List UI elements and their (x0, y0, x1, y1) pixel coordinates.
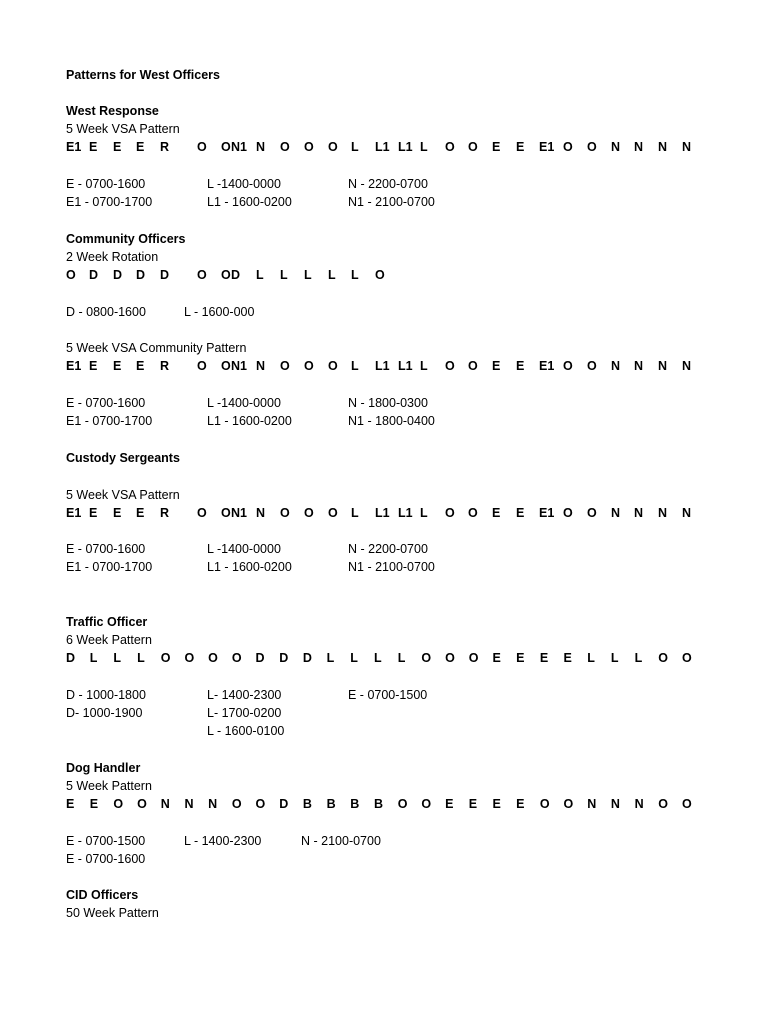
pattern-cell: O (280, 140, 290, 154)
pattern-cell: D (231, 268, 241, 282)
shift-key: E1 - 0700-1700 (66, 414, 153, 428)
pattern-cell: E (492, 651, 501, 665)
pattern-cell: O (468, 359, 478, 373)
pattern-cell: L (397, 651, 406, 665)
shift-key: N - 2200-0700 (348, 542, 428, 556)
pattern-cell: R (160, 359, 170, 373)
shift-key: E - 0700-1500 (66, 834, 146, 848)
pattern-cell: E (89, 140, 98, 154)
pattern-cell: L (351, 268, 359, 282)
pattern-cell: L (304, 268, 312, 282)
pattern-cell: B (302, 797, 312, 811)
custody-heading: Custody Sergeants (66, 451, 180, 465)
pattern-cell: L (256, 268, 264, 282)
west-response-heading: West Response (66, 104, 159, 118)
pattern-cell: L (420, 506, 428, 520)
shift-key: N1 - 2100-0700 (348, 195, 435, 209)
pattern-cell: L (326, 651, 335, 665)
pattern-cell: O (397, 797, 408, 811)
pattern-cell: O (563, 140, 573, 154)
shift-key: E - 0700-1600 (66, 852, 146, 866)
shift-key: E - 0700-1600 (66, 542, 146, 556)
pattern-cell: E1 (66, 359, 82, 373)
pattern-cell: N (611, 506, 621, 520)
shift-key: N1 - 2100-0700 (348, 560, 435, 574)
pattern-cell: E (113, 506, 122, 520)
community-rotation-key-d: D - 0800-1600 (66, 305, 146, 319)
pattern-cell: E (492, 359, 501, 373)
pattern-cell: E (492, 140, 501, 154)
traffic-pattern-label: 6 Week Pattern (66, 633, 152, 647)
pattern-cell: E1 (539, 506, 555, 520)
pattern-cell: D (89, 268, 99, 282)
pattern-cell: L (137, 651, 145, 665)
pattern-cell: O (468, 506, 478, 520)
pattern-cell: O (280, 359, 290, 373)
pattern-cell: O (197, 506, 207, 520)
pattern-cell: O (113, 797, 124, 811)
pattern-cell: L (587, 651, 595, 665)
pattern-cell: N (658, 506, 668, 520)
shift-key: L1 - 1600-0200 (207, 195, 292, 209)
pattern-cell: E (66, 797, 75, 811)
pattern-cell: O (587, 506, 597, 520)
pattern-cell: O (445, 506, 455, 520)
pattern-cell: E (136, 506, 145, 520)
pattern-cell: B (326, 797, 336, 811)
pattern-cell: O (221, 359, 231, 373)
pattern-cell: N (256, 140, 266, 154)
community-vsa-label: 5 Week VSA Community Pattern (66, 341, 247, 355)
pattern-cell: D (255, 651, 265, 665)
pattern-cell: E (516, 797, 525, 811)
shift-key: L1 - 1600-0200 (207, 560, 292, 574)
pattern-cell: L1 (398, 140, 413, 154)
pattern-cell: E1 (539, 359, 555, 373)
shift-key: L1 - 1600-0200 (207, 414, 292, 428)
dog-heading: Dog Handler (66, 761, 141, 775)
pattern-cell: L (351, 359, 359, 373)
pattern-cell: N (658, 140, 668, 154)
pattern-cell: L (634, 651, 643, 665)
pattern-cell: O (221, 140, 231, 154)
pattern-cell: O (304, 140, 314, 154)
shift-key: L -1400-0000 (207, 542, 281, 556)
pattern-cell: L (328, 268, 336, 282)
pattern-cell: N (256, 359, 266, 373)
pattern-cell: N (658, 359, 668, 373)
community-heading: Community Officers (66, 232, 186, 246)
pattern-cell: O (421, 797, 432, 811)
pattern-cell: E (136, 140, 145, 154)
pattern-cell: O (421, 651, 432, 665)
pattern-cell: O (137, 797, 147, 811)
pattern-cell: L1 (398, 359, 413, 373)
pattern-cell: D (66, 651, 76, 665)
pattern-cell: O (160, 651, 171, 665)
pattern-cell: N1 (231, 506, 247, 520)
cid-pattern-label: 50 Week Pattern (66, 906, 159, 920)
pattern-cell: O (197, 268, 207, 282)
shift-key: E1 - 0700-1700 (66, 195, 153, 209)
pattern-cell: O (445, 359, 455, 373)
pattern-cell: O (280, 506, 290, 520)
pattern-cell: O (587, 359, 597, 373)
shift-key: E1 - 0700-1700 (66, 560, 153, 574)
pattern-cell: O (231, 651, 242, 665)
pattern-cell: O (563, 359, 573, 373)
pattern-cell: E (563, 651, 572, 665)
pattern-cell: O (221, 268, 231, 282)
pattern-cell: O (658, 651, 669, 665)
pattern-cell: E (516, 359, 525, 373)
pattern-cell: L (351, 140, 359, 154)
pattern-cell: L1 (375, 359, 390, 373)
pattern-cell: E (516, 140, 525, 154)
pattern-cell: O (682, 797, 692, 811)
pattern-cell: E (468, 797, 478, 811)
pattern-cell: E (445, 797, 454, 811)
pattern-cell: L (374, 651, 382, 665)
pattern-cell: O (563, 797, 574, 811)
pattern-cell: N (587, 797, 597, 811)
pattern-cell: E (89, 359, 98, 373)
pattern-cell: O (328, 140, 338, 154)
pattern-cell: E (113, 140, 122, 154)
pattern-cell: L1 (375, 506, 390, 520)
pattern-cell: N (184, 797, 194, 811)
pattern-cell: E (516, 651, 525, 665)
pattern-cell: E (89, 797, 99, 811)
pattern-cell: N (682, 140, 692, 154)
pattern-cell: B (350, 797, 360, 811)
pattern-cell: O (328, 359, 338, 373)
pattern-cell: L (351, 506, 359, 520)
pattern-cell: N (256, 506, 266, 520)
shift-key: D - 1000-1800 (66, 688, 146, 702)
shift-key: L - 1400-2300 (184, 834, 262, 848)
pattern-cell: N (208, 797, 218, 811)
dog-pattern-label: 5 Week Pattern (66, 779, 152, 793)
custody-pattern-label: 5 Week VSA Pattern (66, 488, 180, 502)
pattern-cell: E (113, 359, 122, 373)
pattern-cell: L1 (398, 506, 413, 520)
pattern-cell: L (420, 359, 428, 373)
pattern-cell: O (304, 359, 314, 373)
pattern-cell: N (634, 797, 644, 811)
pattern-cell: L (280, 268, 288, 282)
traffic-heading: Traffic Officer (66, 615, 148, 629)
pattern-cell: O (682, 651, 692, 665)
pattern-cell: O (197, 140, 207, 154)
pattern-cell: O (375, 268, 385, 282)
pattern-cell: E1 (539, 140, 555, 154)
community-rotation-label: 2 Week Rotation (66, 250, 159, 264)
pattern-cell: N (634, 140, 644, 154)
pattern-cell: L1 (375, 140, 390, 154)
pattern-cell: N1 (231, 140, 247, 154)
pattern-cell: O (468, 140, 478, 154)
pattern-cell: N (610, 797, 620, 811)
pattern-cell: R (160, 506, 170, 520)
shift-key: L- 1700-0200 (207, 706, 282, 720)
pattern-cell: N (611, 359, 621, 373)
pattern-cell: N (634, 359, 644, 373)
shift-key: L - 1600-0100 (207, 724, 285, 738)
pattern-cell: O (208, 651, 218, 665)
pattern-cell: D (302, 651, 312, 665)
pattern-cell: D (279, 797, 289, 811)
shift-key: D- 1000-1900 (66, 706, 143, 720)
pattern-cell: D (136, 268, 146, 282)
pattern-cell: E (516, 506, 525, 520)
pattern-cell: E (89, 506, 98, 520)
pattern-cell: O (304, 506, 314, 520)
pattern-cell: N (611, 140, 621, 154)
pattern-cell: O (658, 797, 669, 811)
pattern-cell: N (682, 506, 692, 520)
cid-heading: CID Officers (66, 888, 139, 902)
shift-key: N - 2100-0700 (301, 834, 381, 848)
pattern-cell: N1 (231, 359, 247, 373)
pattern-cell: E (492, 797, 501, 811)
pattern-cell: E (539, 651, 549, 665)
pattern-cell: R (160, 140, 170, 154)
pattern-cell: E1 (66, 506, 82, 520)
pattern-cell: O (66, 268, 76, 282)
shift-key: E - 0700-1600 (66, 396, 146, 410)
pattern-cell: O (563, 506, 573, 520)
shift-key: L -1400-0000 (207, 396, 281, 410)
pattern-cell: O (468, 651, 479, 665)
pattern-cell: D (279, 651, 289, 665)
shift-key: E - 0700-1600 (66, 177, 146, 191)
pattern-cell: L (350, 651, 358, 665)
pattern-cell: E (492, 506, 501, 520)
pattern-cell: O (184, 651, 195, 665)
pattern-cell: O (231, 797, 242, 811)
shift-key: N - 1800-0300 (348, 396, 428, 410)
pattern-cell: L (610, 651, 619, 665)
community-rotation-key-l: L - 1600-000 (184, 305, 255, 319)
pattern-cell: O (328, 506, 338, 520)
pattern-cell: D (113, 268, 123, 282)
pattern-cell: O (587, 140, 597, 154)
pattern-cell: O (197, 359, 207, 373)
pattern-cell: N (160, 797, 170, 811)
pattern-cell: L (89, 651, 98, 665)
pattern-cell: B (374, 797, 384, 811)
shift-key: N1 - 1800-0400 (348, 414, 435, 428)
pattern-cell: D (160, 268, 170, 282)
pattern-cell: O (255, 797, 266, 811)
page-title: Patterns for West Officers (66, 68, 220, 82)
pattern-cell: E1 (66, 140, 82, 154)
pattern-cell: L (113, 651, 122, 665)
shift-key: E - 0700-1500 (348, 688, 428, 702)
pattern-cell: N (634, 506, 644, 520)
pattern-cell: O (539, 797, 550, 811)
pattern-cell: N (682, 359, 692, 373)
shift-key: L- 1400-2300 (207, 688, 282, 702)
pattern-cell: L (420, 140, 428, 154)
west-response-pattern-label: 5 Week VSA Pattern (66, 122, 180, 136)
pattern-cell: E (136, 359, 145, 373)
shift-key: L -1400-0000 (207, 177, 281, 191)
pattern-cell: O (221, 506, 231, 520)
shift-key: N - 2200-0700 (348, 177, 428, 191)
pattern-cell: O (445, 651, 455, 665)
pattern-cell: O (445, 140, 455, 154)
